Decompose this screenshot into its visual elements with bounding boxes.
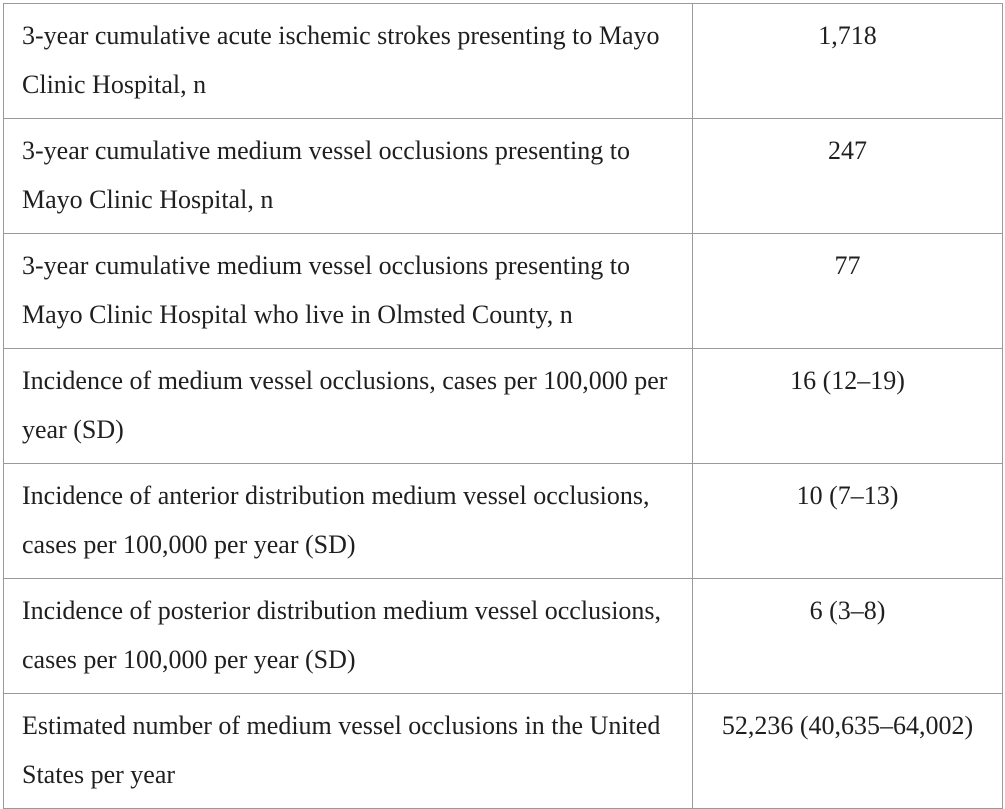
results-table: [3, 3, 1003, 809]
row-value: 1,718: [693, 4, 1003, 119]
row-value: 247: [693, 119, 1003, 234]
row-label: Incidence of anterior distribution medium vessel occlusions, cases per 100,000 per year (SD): [4, 464, 693, 579]
table-row: [4, 694, 1003, 809]
row-label: 3-year cumulative medium vessel occlusions presenting to Mayo Clinic Hospital, n: [4, 119, 693, 234]
table-row: [4, 464, 1003, 579]
data-table-container: [3, 3, 1003, 809]
row-value: 6 (3–8): [693, 579, 1003, 694]
row-label: Estimated number of medium vessel occlusions in the United States per year: [4, 694, 693, 809]
row-value: 52,236 (40,635–64,002): [693, 694, 1003, 809]
row-label: Incidence of medium vessel occlusions, cases per 100,000 per year (SD): [4, 349, 693, 464]
table-row: [4, 349, 1003, 464]
row-label: 3-year cumulative acute ischemic strokes presenting to Mayo Clinic Hospital, n: [4, 4, 693, 119]
table-row: [4, 4, 1003, 119]
row-value: 16 (12–19): [693, 349, 1003, 464]
row-label: Incidence of posterior distribution medium vessel occlusions, cases per 100,000 per year (SD): [4, 579, 693, 694]
row-value: 10 (7–13): [693, 464, 1003, 579]
row-label: 3-year cumulative medium vessel occlusions presenting to Mayo Clinic Hospital who live in Olmsted County, n: [4, 234, 693, 349]
row-value: 77: [693, 234, 1003, 349]
table-row: [4, 579, 1003, 694]
table-row: [4, 234, 1003, 349]
table-row: [4, 119, 1003, 234]
